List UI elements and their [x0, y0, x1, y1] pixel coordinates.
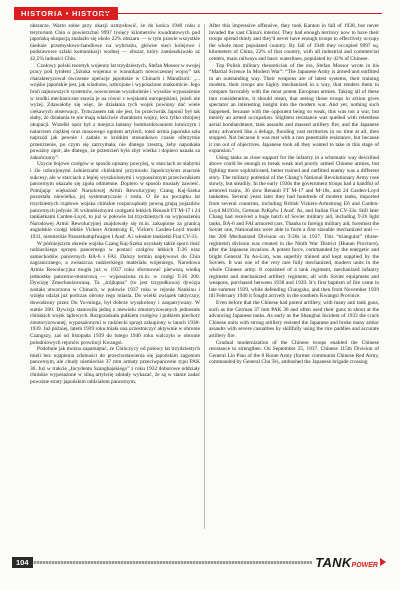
paragraph: obszarze. Warto sobie przy okazji uzmysłowić, że do końca 1940 roku z terytorium Chin o powierzchni 9997 tysięcy kilometrów kwadratowych pod japońską okupacją znalazło się około 22% obszaru — w tym prawie wszystkie nieduże przemysłowo-handlowe na wybrzeżu, główne sieci kolejowe i podstawowe szlaki komunikacji wodnej — obszar, który zamieszkiwało aż 42,5% ludności Chin. [30, 23, 200, 62]
paragraph: Top Polish military theoretician of the era, Stefan Mossor wrote in his “Martial Science In Modern War”: “The Japanese Army is armed and outfitted in an outstanding way. Their weapons are of latest systems, their training modern, their troops are highly mechanized in a way, that renders them to compare favorably with the most potent European armies. Taking all of these into consideration, it should mean, that seeing those troops in action gives spectator an interesting insight into the modern war. And yet, nothing such happened, because with the opponent being so weak, this was not a war, but merely an armed occupation. Slightest resistance was quelled with relentless aerial bombardment, tank assaults and massed artillery fire, and the Japanese army advanced like a deluge, flooding vast territories in no time at all, then stopped. Not because it was met with a non penetrable resistance, but because it ran out of objectives. Japanese took all they wanted to take in this stage of expansion.” [209, 62, 379, 155]
section-tag: HISTORIA • HISTORY [14, 7, 118, 20]
header-rule [100, 13, 382, 14]
paragraph: Podobnie jak można zapamiętać, że Chińczycy od połowy lat trzydziestych mieli bez wątpienia zdolności do przeciwstawienia się japońskim zagonom pancernym, ale chudy niemieckie 37 mm armaty przeciwpancerne typu PAK 36. Już w trakcie „Incydentu Szanghajskiego” z roku 1932 doborowe oddziały chińskie wyposażone w silną artylerię zdołały wykazać, że są w stanie zadać poważne straty japońskim oddziałom pancernym. [30, 346, 200, 386]
paragraph: Gradual modernization of the Chinese troops enabled the Chinese resistance to strengthen. On September 25, 1937, Chinese 115th Division of General Lin Piao of the 8 Route Army (former communist Chinese Red Army, commanded by General Chu Te), ambushed the Japanese brigade crossing [209, 339, 379, 366]
tank-power-logo [315, 554, 386, 572]
english-text-column [209, 23, 379, 531]
footer-band [22, 561, 312, 564]
page-footer [0, 555, 400, 575]
logo-main: TANK [315, 555, 352, 570]
paragraph: Using tanks as close support for the infantry in a schematic way described above could be enough to break weak and poorly armed Chinese armies, but fighting more sophisticated, better trained and outfitted enemy was a different story. The military potential of the Chang’s National Revolutionary Army rose slowly, but steadily. In the early 1930s the government troops had a handful of armored trains, 36 slow Renault FT M-17 and M-18s, and 24 Carden-Loyd tankettes. Several years later they had hundreds of modern tanks, imported from several countries, including British Vickers-Armstrong E6 and Carden-Loyd M1931s, German PzKpfw I Ausf. As, and Italian Fiat CV-33s. Still later Chang had received a huge batch of Soviet military aid, including T-26 light tanks, BA-6 and FAI armored cars. Thanks to foreign military aid, foremost the Soviet one, Nationalists were able to form a first sizeable mechanized unit — the 200 Mechanized Division on T-26s in 1937. This “triangular” (three-regiment) division was created in the Ninth War District (Hunan Province), after the Japanese invasion. A potent force, commanded by the energetic and bright General Tu Ao-Lim, was superbly trained and kept supplied by the Soviets. It was one of the very rare fully mechanized, modern units in the whole Chinese army. It consisted of a tank regiment, mechanized infantry regiment and mechanized artillery regiment, all with Soviet equipment and weapons, purchased between 1938 and 1939. It’s first baptism of fire came in late summer 1939, while defending Changsha, and then from November 1939 till February 1940 it fought actively in the southern Kwangsi Province. [209, 154, 379, 300]
column-divider [204, 24, 205, 529]
logo-sub: POWER [351, 562, 378, 569]
logo-triangle-icon [380, 558, 386, 566]
paragraph: Uzycie bojowe czołgów w sposób opisany powyżej, w starciach ze słabymi i źle uzbrojonymi żołnierzami chińskimi przyniosło Japończykom znaczne sukcesy, ale w starciach z lepiej wyszkolonymi i wyposażonym przeciwnikiem pancernym okazało się zgoła odmienne. Dopiero w sposób musiały zawieść. Pomijając większość Narodowej Armii Rewolucyjnej Czang Kaj-Szeka pozostała niewielka, jej systematycznie i rosła. O ile na początku lat trzydziestych rządowe wojska chińskie rozporządzały pewną grupą pojazdów pancernych jedynie 36 wolnobieżnymi czołgami lekkich Renault FT M-17 i 24 tankietkami Carden-Loyd, to już w połowie lat trzydziestych na wyposażeniu Narodowej Armii Rewolucyjnej znajdowały się m.in. zakupione za granicą angielskie czołgi lekkie Vickers Armstrong E, Vickers Carden-Loyd model 1931, niemieckie Panzerkampfwagen I Ausf. A i włoskie tankietki Fiat CV-33. [30, 161, 200, 240]
paragraph: Even before that the Chinese had potent artillery, with many anti tank guns, such as the German 37 mm PAK 36 and often used their guns to shoot at the advancing Japanese tanks. As early as the Shanghai Incident of 1932 the crack Chinese units with strong artillery resisted the Japanese and broke many armor assaults with severe casualties by skillfully using the rice paddies and accurate artillery fire. [209, 299, 379, 339]
paragraph: W późniejszym okresie wojska Czang Kaj-Szeka uzyskały także sporo ilość radzieckiego sprzętu pancernego w postaci czołgów lekkich T-26 oraz samochodów pancernych BA-6 i FAI. Dalszy termin napływowi do Chin zagranicznego, a zwłaszcza radzieckiego materiału wojennego, Narodowa Armia Rewolucyjna mogła już w 1937 roku sformować pierwszą wielką jednostkę pancerno-motorową — wyposażona m.in. w czołgi T-26 200. Dywizję Zmechanizowaną. Ta „trójkątna” (to jest trzypułkowa) dywizja została utworzona w Chinach, w połowie 1937 roku w rejonie Nankinu i wzięła udział już podczas obrony tego miasta. Do wielki związek taktyczny, dowodzony przez Du Yu-minga, był dobrze wyszkolony i zaopatrywany. W sumie 200. Dywizja stanowiła jedną z niewielu zmotoryzowanych jednostek chińskich wojsk lądowych. Rozgrzadzała pułkiem czołgów i pułkiem piechoty zmotoryzowanej, wyposażonymi w radziecki sprzęt zakupiony w latach 1938-1939. Już później, latem 1939 roku miała ona uczestniczyć aktywnie w obronie Czangszy, zaś od listopada 1939 do lutego 1940 roku walczyła w obronie południowych rejonów prowincji Kwangsi. [30, 240, 200, 346]
paragraph: Czołowy polski teoretyk wojenny lat trzydziestych, Stefan Mossor w swojej pracy pod tytułem „Sztuka wojenna w warunkach nowoczesnej wojny” tak charakteryzował ówczesne operacje japońskie w Chinach i Mandżurii: „... wojsko japońskie jest, jak wiadomo, uzbrojone i wyposażone znakomicie. Jego broń najnowszych systemów, nowoczesne wyszkolenie i wysokie wyposażenie w środki mechaniczne stawia je na równi z wojskami europejskimi, jeżeli nie wyżej. Zdawałoby się więc, że działania tych wojsk powinny dać wiele ciekawych obserwacji. Tymczasem tak nie jest, bo przeciwnik Japonii był tak słaby, że działania te nie mają właściwie charakteru wojny, lecz tylko zbrojnej okupacji. Wszelki opór był z miejsca łamany bombardowaniem lotniczym i natarciem ciężkiej oraz masowego ogniem artylerii, toteż armia japońska szła naprzód jak pewnie i zadała w krótkim stosunkowo czasie olbrzymie przestrzenie, po czym się zatrzymała, nie dlatego zresztą, żeby napotkała poważny opór, ale dlatego, że przestrzeń była zbyt wielka i dopiero uznała za zakończony”. [30, 62, 200, 161]
polish-text-column [30, 23, 200, 531]
page-number: 104 [12, 557, 33, 568]
paragraph: After this impressive offensive, they took Kanton in fall of 1938, but never invaded the vast China's interior. They had enough territory now to have their troops spread thinly and they'd never have enough troops to effectively occupy the whole most populated country. By fall of 1940 they occupied 9997 sq. kilometers of China, 22% of that country, with all industrial and commercial centers, main railways and basic waterlines, populated by 42% of Chinese. [209, 23, 379, 62]
